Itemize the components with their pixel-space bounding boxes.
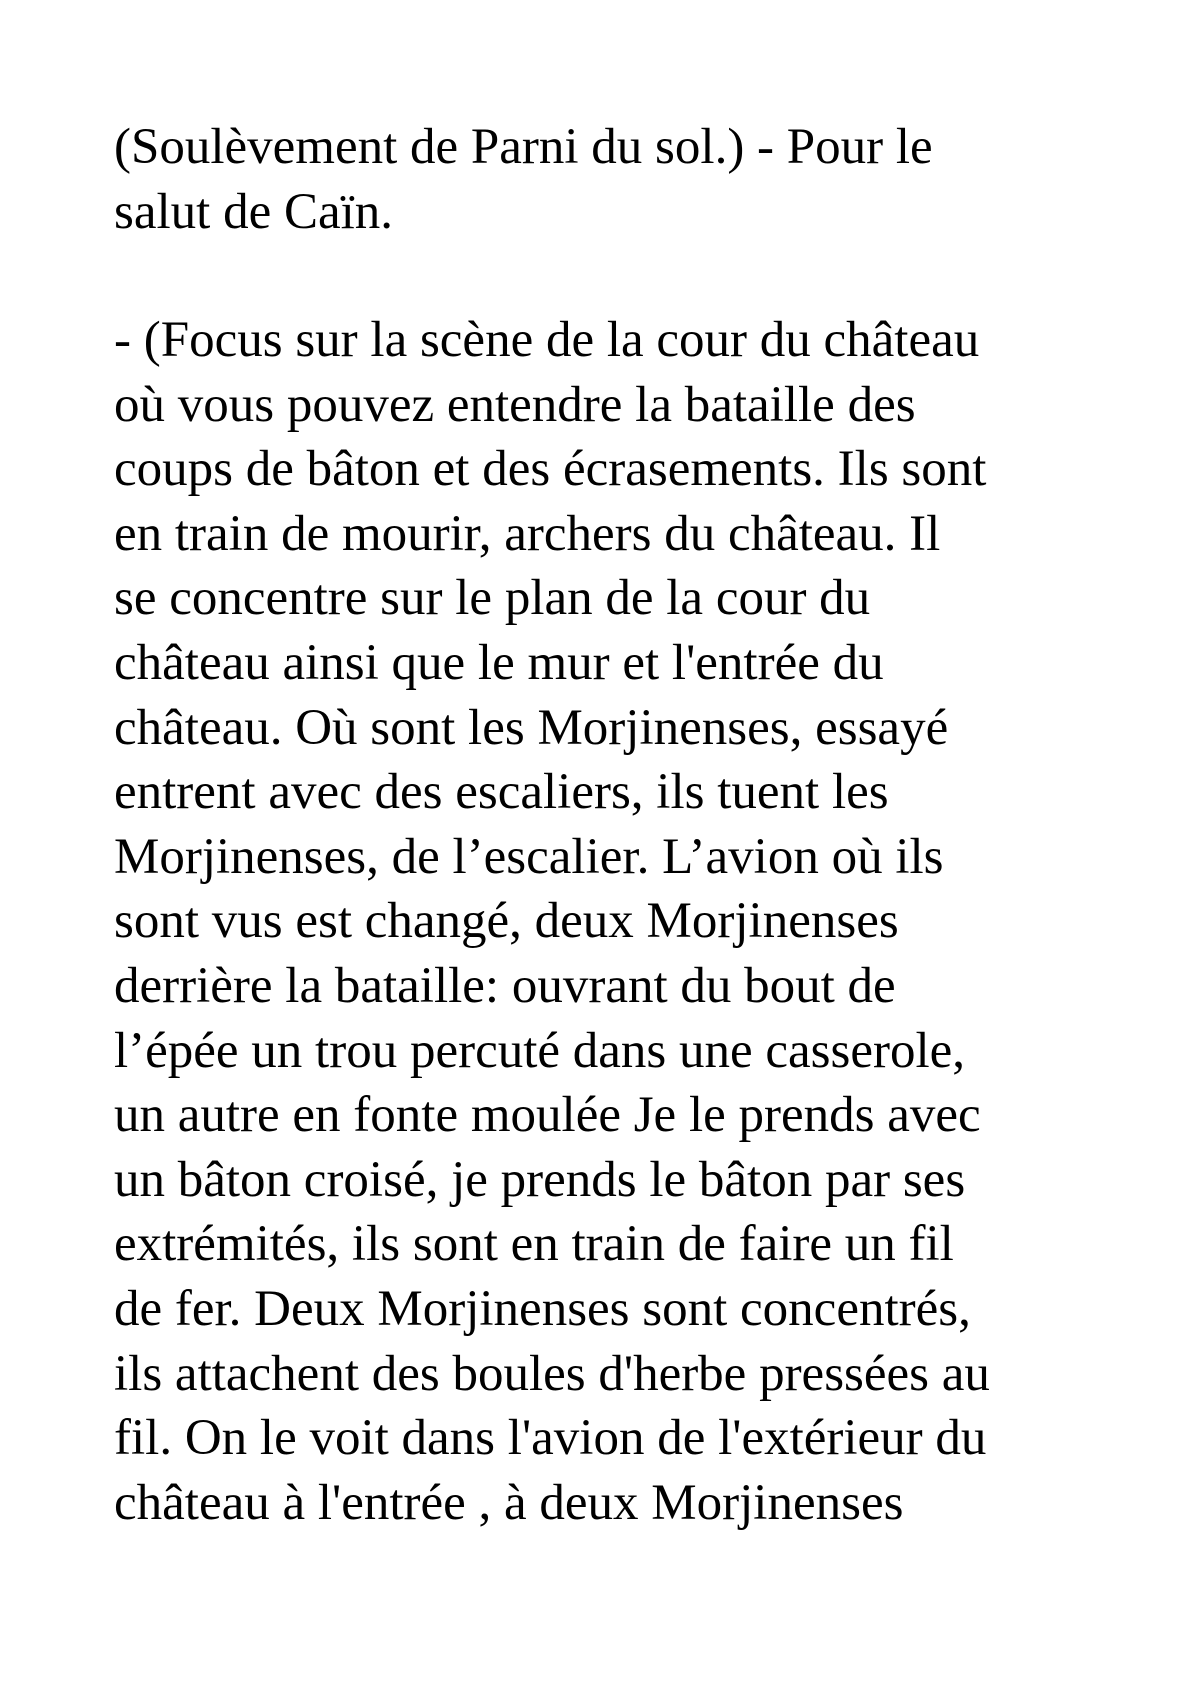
paragraph-2 <box>114 308 1114 1535</box>
text-line: Morjinenses, de l’escalier. L’avion où ils <box>114 828 944 885</box>
text-line: salut de Caïn. <box>114 183 394 240</box>
text-line: extrémités, ils sont en train de faire un fil <box>114 1216 954 1273</box>
text-line: château. Où sont les Morjinenses, essayé <box>114 699 949 756</box>
text-line: château à l'entrée , à deux Morjinenses <box>114 1474 904 1531</box>
text-line: se concentre sur le plan de la cour du <box>114 570 871 627</box>
text-line: château ainsi que le mur et l'entrée du <box>114 634 884 691</box>
text-line: fil. On le voit dans l'avion de l'extérieur du <box>114 1410 987 1467</box>
paragraph-1 <box>114 115 1114 244</box>
text-line: (Soulèvement de Parni du sol.) - Pour le <box>114 119 933 175</box>
text-line: en train de mourir, archers du château. Il <box>114 505 941 562</box>
text-line: - (Focus sur la scène de la cour du château <box>114 312 980 368</box>
text-line: derrière la bataille: ouvrant du bout de <box>114 957 896 1014</box>
text-line: ils attachent des boules d'herbe pressées au <box>114 1345 990 1402</box>
text-line: coups de bâton et des écrasements. Ils sont <box>114 441 987 498</box>
text-line: l’épée un trou percuté dans une casserole, <box>114 1022 966 1079</box>
text-line: de fer. Deux Morjinenses sont concentrés, <box>114 1280 971 1337</box>
text-line: sont vus est changé, deux Morjinenses <box>114 893 899 950</box>
text-line: un bâton croisé, je prends le bâton par ses <box>114 1151 966 1208</box>
text-line: un autre en fonte moulée Je le prends avec <box>114 1087 981 1144</box>
text-line: entrent avec des escaliers, ils tuent les <box>114 764 889 821</box>
text-line: où vous pouvez entendre la bataille des <box>114 376 916 433</box>
